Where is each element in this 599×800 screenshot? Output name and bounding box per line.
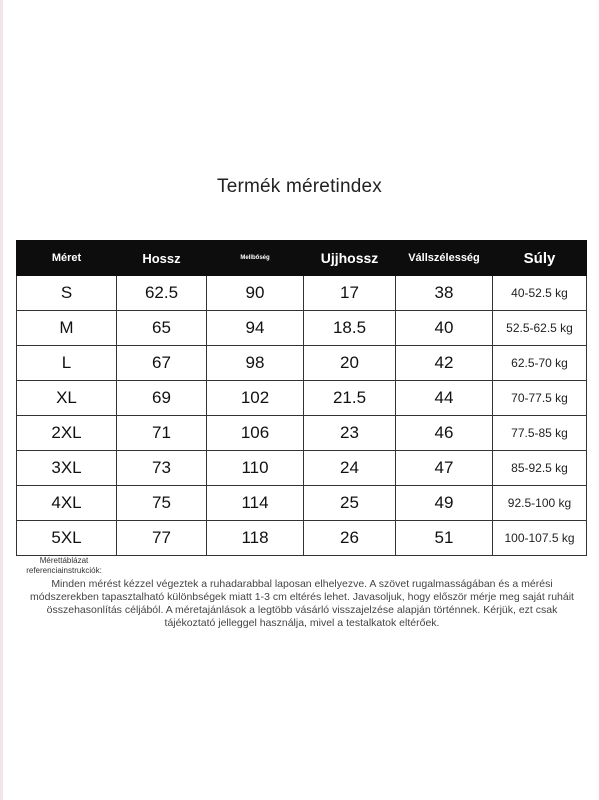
cell-length: 75 [117,486,207,521]
header-chest: Mellbőség [207,241,304,276]
cell-shoulder: 40 [396,311,493,346]
cell-shoulder: 51 [396,521,493,556]
table-row [17,381,587,416]
cell-sleeve: 25 [304,486,396,521]
cell-weight: 100-107.5 kg [493,521,587,556]
cell-length: 71 [117,416,207,451]
cell-sleeve: 20 [304,346,396,381]
cell-weight: 92.5-100 kg [493,486,587,521]
table-row [17,346,587,381]
table-row [17,416,587,451]
cell-chest: 94 [207,311,304,346]
cell-shoulder: 42 [396,346,493,381]
header-shoulder: Vállszélesség [396,241,493,276]
cell-size: 5XL [17,521,117,556]
cell-sleeve: 18.5 [304,311,396,346]
size-chart-table [16,240,587,556]
cell-size: M [17,311,117,346]
cell-sleeve: 26 [304,521,396,556]
cell-chest: 98 [207,346,304,381]
cell-length: 65 [117,311,207,346]
header-size: Méret [17,241,117,276]
cell-weight: 52.5-62.5 kg [493,311,587,346]
cell-size: S [17,276,117,311]
cell-sleeve: 17 [304,276,396,311]
cell-length: 67 [117,346,207,381]
cell-chest: 102 [207,381,304,416]
cell-size: XL [17,381,117,416]
cell-chest: 118 [207,521,304,556]
header-weight: Súly [493,241,587,276]
measurement-note: Minden mérést kézzel végeztek a ruhadarabbal laposan elhelyezve. A szövet rugalmasságában és a mérési módszerekben tapasztalható különbségek miatt 1-3 cm eltérés lehet. Javasoljuk, hogy először mérje meg saját ruháit összehasonlítás céljából. A méretajánlások a legtöbb vásárló visszajelzése alapján történnek. Kérjük, ezt csak tájékoztató jelleggel használja, mivel a testalkatok eltérőek. [30,578,574,629]
cell-length: 73 [117,451,207,486]
page-title: Termék méretindex [217,176,382,197]
cell-sleeve: 23 [304,416,396,451]
cell-weight: 62.5-70 kg [493,346,587,381]
table-row [17,486,587,521]
cell-length: 77 [117,521,207,556]
cell-shoulder: 46 [396,416,493,451]
cell-shoulder: 49 [396,486,493,521]
cell-weight: 77.5-85 kg [493,416,587,451]
table-row [17,276,587,311]
cell-sleeve: 21.5 [304,381,396,416]
table-row [17,451,587,486]
table-row [17,521,587,556]
cell-weight: 70-77.5 kg [493,381,587,416]
cell-length: 69 [117,381,207,416]
table-row [17,311,587,346]
cell-sleeve: 24 [304,451,396,486]
header-sleeve: Ujjhossz [304,241,396,276]
cell-chest: 114 [207,486,304,521]
cell-size: L [17,346,117,381]
table-header-row [17,241,587,276]
cell-weight: 40-52.5 kg [493,276,587,311]
page-edge [0,0,3,800]
cell-shoulder: 38 [396,276,493,311]
cell-size: 4XL [17,486,117,521]
cell-size: 3XL [17,451,117,486]
header-length: Hossz [117,241,207,276]
cell-size: 2XL [17,416,117,451]
cell-chest: 90 [207,276,304,311]
cell-chest: 110 [207,451,304,486]
cell-weight: 85-92.5 kg [493,451,587,486]
cell-shoulder: 47 [396,451,493,486]
cell-shoulder: 44 [396,381,493,416]
cell-length: 62.5 [117,276,207,311]
reference-label: Mérettáblázat referenciainstrukciók: [26,556,102,575]
cell-chest: 106 [207,416,304,451]
